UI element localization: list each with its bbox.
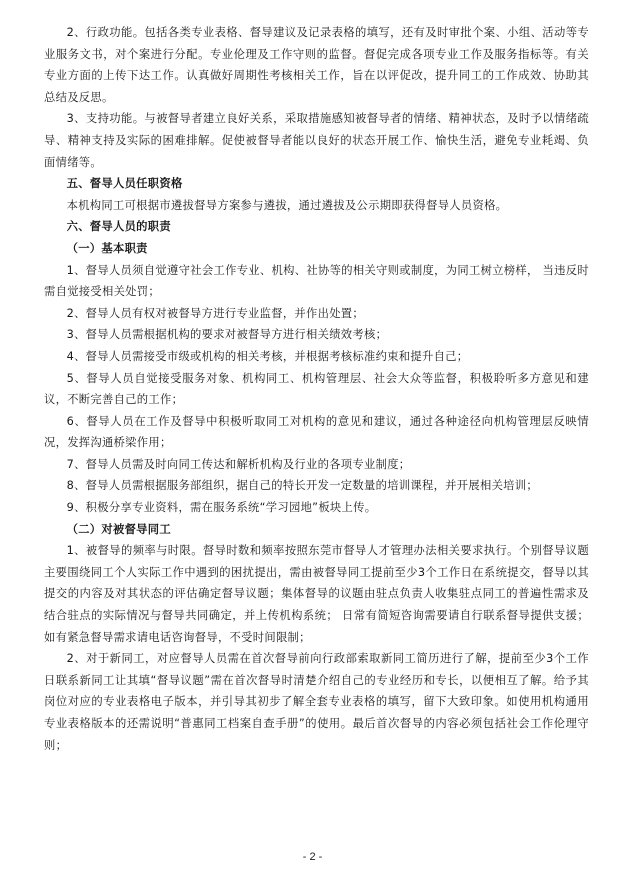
document-body: [44, 22, 589, 756]
page-number: - 2 -: [302, 851, 323, 863]
section-heading: （二）对被督导同工: [66, 522, 171, 536]
paragraph: 本机构同工可根据市遴拔督导方案参与遴拔，通过遴拔及公示期即获得督导人员资格。: [66, 198, 508, 212]
section-heading: 六、督导人员的职责: [66, 220, 171, 234]
list-item: 2、督导人员有权对被督导方进行专业监督，并作出处置；: [66, 306, 365, 320]
list-item: 5、督导人员自觉接受服务对象、机构同工、机构管理层、社会大众等监督，积极聆听多方意见和建议，不断完善自己的工作；: [44, 371, 589, 407]
paragraph: 2、对于新同工，对应督导人员需在首次督导前向行政部索取新同工简历进行了解，提前至少3个工作日联系新同工让其填“督导议题”需在首次督导时清楚介绍自己的专业经历和专长，以便相互了解。给予其岗位对应的专业表格电子版本，并引导其初步了解全套专业表格的填写，留下大致印象。如使用机构通用专业表格版本的还需说明“普惠同工档案自查手册”的使用。最后首次督导的内容必须包括社会工作伦理守则；: [44, 652, 589, 752]
section-heading: （一）基本职责: [66, 241, 148, 255]
list-item: 4、督导人员需接受市级或机构的相关考核，并根据考核标准约束和提升自己；: [66, 349, 469, 363]
list-item: 1、督导人员须自觉遵守社会工作专业、机构、社协等的相关守则或制度，为同工树立榜样， 当违反时需自觉接受相关处罚；: [44, 263, 589, 299]
section-heading: 五、督导人员任职资格: [66, 177, 183, 191]
paragraph: 1、被督导的频率与时限。督导时数和频率按照东莞市督导人才管理办法相关要求执行。个别督导议题主要围绕同工个人实际工作中遇到的困扰提出，需由被督导同工提前至少3个工作日在系统提交，督导以其提交的内容及对其状态的评估确定督导议题；集体督导的议题由驻点负责人收集驻点同工的普遍性需求及结合驻点的实际情况与督导共同确定，并上传机构系统； 日常有简短咨询需要请自行联系督导提供支援；如有紧急督导需求请电话咨询督导，不受时间限制；: [44, 544, 589, 644]
list-item: 9、积极分享专业资料，需在服务系统“学习园地”板块上传。: [66, 501, 377, 515]
paragraph: 2、行政功能。包括各类专业表格、督导建议及记录表格的填写，还有及时审批个案、小组、活动等专业服务文书，对个案进行分配。专业伦理及工作守则的监督。督促完成各项专业工作及服务指标等。有关专业方面的上传下达工作。认真做好周期性考核相关工作，旨在以评促改，提升同工的工作成效、协助其总结及反思。: [44, 26, 589, 104]
list-item: 3、督导人员需根据机构的要求对被督导方进行相关绩效考核；: [66, 328, 388, 342]
paragraph: 3、支持功能。与被督导者建立良好关系，采取措施感知被督导者的情绪、精神状态，及时予以情绪疏导、精神支持及实际的困难排解。促使被督导者能以良好的状态开展工作、愉快生活，避免专业耗竭、负面情绪等。: [44, 112, 589, 169]
list-item: 7、督导人员需及时向同工传达和解析机构及行业的各项专业制度；: [66, 457, 411, 471]
list-item: 8、督导人员需根据服务部组织，据自己的特长开发一定数量的培训课程，并开展相关培训；: [66, 479, 538, 493]
list-item: 6、督导人员在工作及督导中积极听取同工对机构的意见和建议，通过各种途径向机构管理层反映情况，发挥沟通桥梁作用；: [44, 414, 589, 450]
